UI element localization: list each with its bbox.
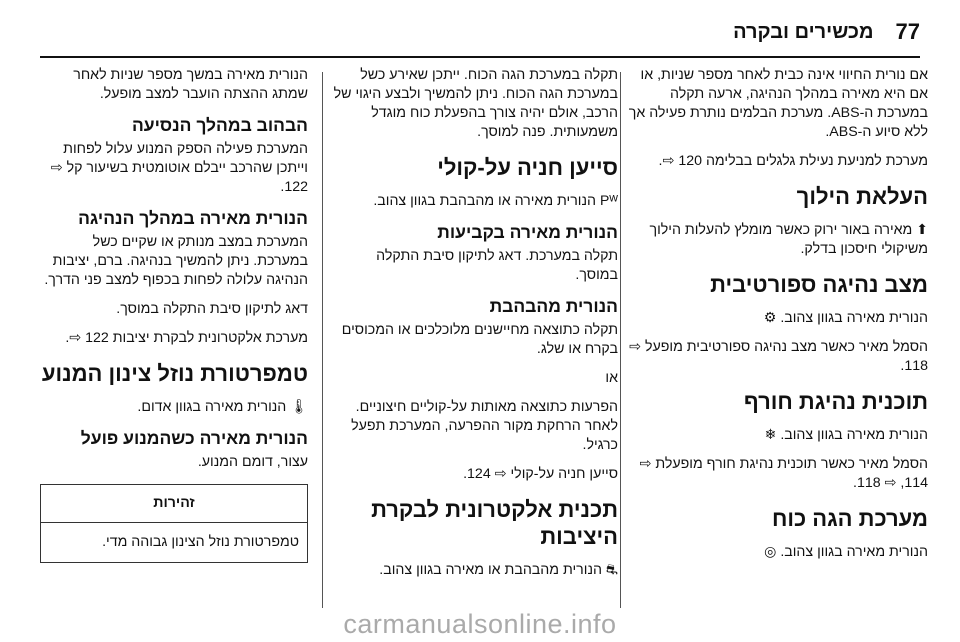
light-while-driving-heading: הנורית מאירה במהלך הנהיגה bbox=[78, 208, 308, 228]
sport-mode-heading: מצב נהיגה ספורטיבית bbox=[710, 272, 928, 297]
column-divider-left bbox=[322, 72, 323, 608]
sport-mode-icon: ⚙ bbox=[763, 309, 777, 325]
flashing-heading: הנורית מהבהבת bbox=[489, 296, 618, 316]
light-while-driving-text-3: מערכת אלקטרונית לבקרת יציבות 122 ⇨. bbox=[65, 330, 308, 346]
coolant-heading: טמפרטורת נוזל צינון המנוע bbox=[41, 361, 308, 386]
steering-icon: ◎ bbox=[764, 543, 777, 559]
power-steering-paragraph bbox=[628, 542, 928, 562]
sport-mode-text: הנורית מאירה בגוון צהוב. bbox=[780, 310, 928, 326]
light-while-driving-text-2: דאג לתיקון סיבת התקלה במוסך. bbox=[116, 301, 308, 317]
snowflake-icon: ❄ bbox=[764, 426, 777, 442]
or-text: או bbox=[605, 370, 618, 386]
esc-text: הנורית מהבהבת או מאירה בגוון צהוב. bbox=[379, 562, 602, 578]
page-title: מכשירים ובקרה bbox=[733, 20, 874, 43]
steering-fault-paragraph: תקלה במערכת הגה הכוח. ייתכן שאירע כשל במערכת הגה הכוח. ניתן להמשיך ולבצע היגוי של הרכב, אולם יהיה צורך בהפעלת כוח מוגדל משמעותית. פנה למוסך. bbox=[333, 67, 618, 140]
coolant-text: הנורית מאירה בגוון אדום. bbox=[137, 399, 287, 415]
flashing-text: תקלה כתוצאה מחיישנים מלוכלכים או המכוסים בקרח או שלג. bbox=[341, 322, 618, 357]
caution-box bbox=[40, 484, 308, 563]
upshift-text: מאירה באור ירוק כאשר מומלץ להעלות הילוך משיקולי חיסכון בדלק. bbox=[649, 222, 928, 257]
column-middle bbox=[332, 66, 618, 590]
parking-assist-heading: סייען חניה על-קולי bbox=[437, 155, 618, 180]
upshift-icon: ⬆ bbox=[916, 221, 928, 237]
winter-mode-description: הסמל מאיר כאשר תוכנית נהיגת חורף מופעלת ⇨ 114, ⇨ 118. bbox=[639, 456, 928, 491]
page-header bbox=[40, 14, 920, 50]
esc-heading: תכנית אלקטרונית לבקרת היציבות bbox=[371, 497, 618, 549]
winter-mode-text: הנורית מאירה בגוון צהוב. bbox=[780, 427, 928, 443]
watermark: carmanualsonline.info bbox=[343, 609, 617, 639]
winter-mode-heading: תוכנית נהיגת חורף bbox=[743, 389, 928, 414]
flash-while-driving-heading: הבהוב במהלך הנסיעה bbox=[131, 115, 308, 135]
flash-while-driving-text: המערכת פעילה הספק המנוע עלול לפחות וייתכן שהרכב ייבלם אוטומטית בשיעור קל ⇨ 122. bbox=[50, 141, 308, 195]
engine-running-heading: הנורית מאירה כשהמנוע פועל bbox=[80, 428, 308, 448]
light-while-driving-text: המערכת במצב מנותק או שקיים כשל במערכת. ניתן להמשיך בנהיגה. ברם, יציבות הנהיגה עלולה לפחות בכפוף למצב פני הדרך. bbox=[44, 234, 308, 288]
esc-paragraph bbox=[332, 560, 618, 580]
header-rule bbox=[40, 56, 920, 58]
parking-assist-paragraph bbox=[332, 191, 618, 211]
sport-mode-paragraph bbox=[628, 308, 928, 328]
caution-title: זהירות bbox=[41, 485, 307, 523]
parking-assist-icon: Pᵂ bbox=[599, 192, 618, 208]
abs-reference: מערכת למניעת נעילת גלגלים בבלימה 120 ⇨. bbox=[658, 153, 928, 169]
sport-mode-description: הסמל מאיר כאשר מצב נהיגה ספורטיבית מופעל ⇨ 118. bbox=[629, 339, 928, 374]
winter-mode-paragraph bbox=[628, 425, 928, 445]
flashing-text-2: הפרעות כתוצאה מאותות על-קוליים חיצוניים. לאחר הרחקת מקור ההפרעה, המערכת תפעל כרגיל. bbox=[351, 399, 618, 453]
thermometer-icon: 🌡 bbox=[290, 398, 308, 414]
power-steering-text: הנורית מאירה בגוון צהוב. bbox=[780, 544, 928, 560]
steady-light-heading: הנורית מאירה בקביעות bbox=[437, 222, 618, 242]
upshift-paragraph bbox=[628, 220, 928, 259]
parking-assist-text: הנורית מאירה או מהבהבת בגוון צהוב. bbox=[373, 193, 596, 209]
caution-body: טמפרטורת נוזל הצינון גבוהה מדי. bbox=[102, 534, 299, 550]
upshift-heading: העלאת הילוך bbox=[796, 184, 928, 209]
coolant-paragraph bbox=[40, 397, 308, 417]
column-left bbox=[40, 66, 308, 563]
page-number: 77 bbox=[895, 19, 920, 44]
abs-paragraph: אם נורית החיווי אינה כבית לאחר מספר שניות, או אם היא מאירה במהלך הנהיגה, ארעה תקלה במערכת ה-ABS. מערכת הבלמים נותרת פעילה אך ללא סיוע ה-ABS. bbox=[628, 67, 928, 140]
engine-running-text: עצור, דומם המנוע. bbox=[197, 454, 308, 470]
column-right bbox=[628, 66, 928, 572]
steady-light-text: תקלה במערכת. דאג לתיקון סיבת התקלה במוסך. bbox=[376, 248, 618, 283]
parking-assist-reference: סייען חניה על-קולי ⇨ 124. bbox=[463, 466, 618, 482]
esc-icon: ⛐ bbox=[605, 561, 618, 577]
ignition-paragraph: הנורית מאירה במשך מספר שניות לאחר שמתג ההצתה הועבר למצב מופעל. bbox=[73, 67, 308, 102]
power-steering-heading: מערכת הגה כוח bbox=[771, 506, 928, 531]
column-divider-right bbox=[620, 72, 621, 608]
